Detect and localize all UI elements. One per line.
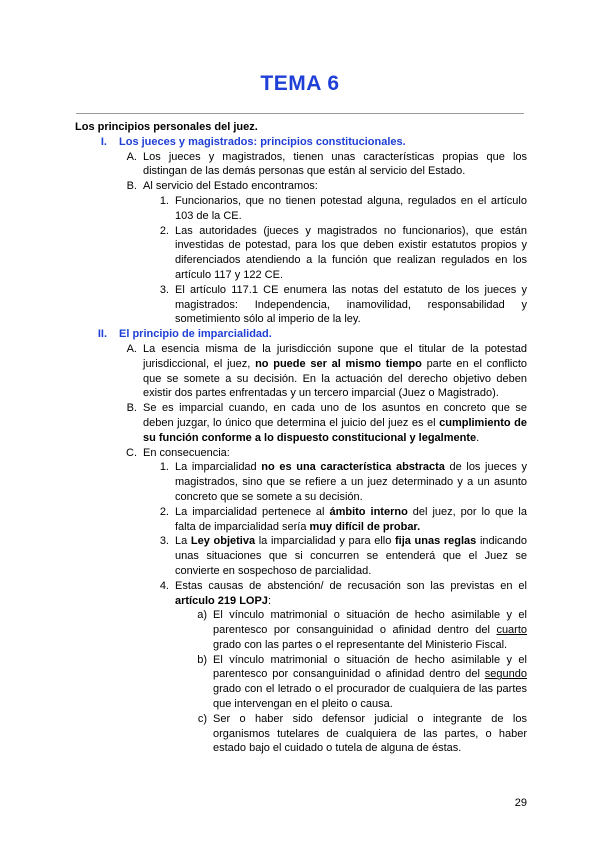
list-item: B. Al servicio del Estado encontramos: bbox=[126, 180, 318, 193]
section-heading-1: I. Los jueces y magistrados: principios constitucionales. bbox=[100, 135, 406, 148]
page-number: 29 bbox=[514, 797, 527, 809]
section-heading-2: II. El principio de imparcialidad. bbox=[97, 328, 272, 341]
list-item: a) El vínculo matrimonial o situación de hecho asimilable y el parentesco por consanguinidad o afinidad dentro del cuarto grado con las partes o el representante del Ministerio Fiscal. bbox=[197, 609, 528, 651]
list-item: A. La esencia misma de la jurisdicción supone que el titular de la potestad jurisdiccional, el juez, no puede ser al mismo tiempo parte en el conflicto que se somete a su decisión. En la actuación del derecho objetivo deben existir dos partes enfrentadas y un tercero imparcial (Juez o Magistrado). bbox=[126, 342, 528, 400]
title-divider bbox=[76, 113, 524, 114]
list-item: 3. La Ley objetiva la imparcialidad y para ello fija unas reglas indicando unas situaciones que si concurren se entenderá que el Juez se convierte en sospechoso de parcialidad. bbox=[159, 535, 528, 577]
list-item: 1. Funcionarios, que no tienen potestad alguna, regulados en el artículo 103 de la CE. bbox=[159, 194, 527, 222]
list-item: A. Los jueces y magistrados, tienen unas características propias que los distingan de las demás personas que están al servicio del Estado. bbox=[126, 150, 527, 178]
page-title: TEMA 6 bbox=[260, 72, 340, 95]
list-item: 2. Las autoridades (jueces y magistrados no funcionarios), que están investidas de potestad, para los que deben existir estatutos propios y diferenciados atendiendo a la función que realizan regulados en los artículo 117 y 122 CE. bbox=[159, 224, 527, 281]
list-item: B. Se es imparcial cuando, en cada uno de los asuntos en concreto que se deben juzgar, lo único que determina el juicio del juez es el cumplimiento de su función conforme a lo dispuesto constitucional y legalmente. bbox=[126, 402, 527, 444]
list-item: b) El vínculo matrimonial o situación de hecho asimilable y el parentesco por consanguinidad o afinidad dentro del segundo grado con el letrado o el procurador de cualquiera de las partes que intervengan en el pleito o causa. bbox=[197, 653, 527, 711]
document-body bbox=[75, 120, 527, 756]
list-item: 3. El artículo 117.1 CE enumera las notas del estatuto de los jueces y magistrados: Independencia, inamovilidad, responsabilidad y sometimiento sólo al imperio de la ley. bbox=[159, 283, 527, 326]
chapter-heading: Los principios personales del juez. bbox=[75, 121, 258, 133]
list-item: c) Ser o haber sido defensor judicial o integrante de los organismos tutelares de cualquiera de las partes, o haber estado bajo el cuidado o tutela de alguna de éstas. bbox=[197, 712, 527, 755]
list-item: C. En consecuencia: bbox=[126, 446, 230, 459]
list-item: 2. La imparcialidad pertenece al ámbito interno del juez, por lo que la falta de imparcialidad sería muy difícil de probar. bbox=[159, 505, 527, 533]
list-item: 4. Estas causas de abstención/ de recusación son las previstas en el artículo 219 LOPJ: bbox=[159, 579, 527, 607]
list-item: 1. La imparcialidad no es una característica abstracta de los jueces y magistrados, sino que se refiere a un juez determinado y a un asunto concreto que se somete a su decisión. bbox=[159, 461, 527, 503]
